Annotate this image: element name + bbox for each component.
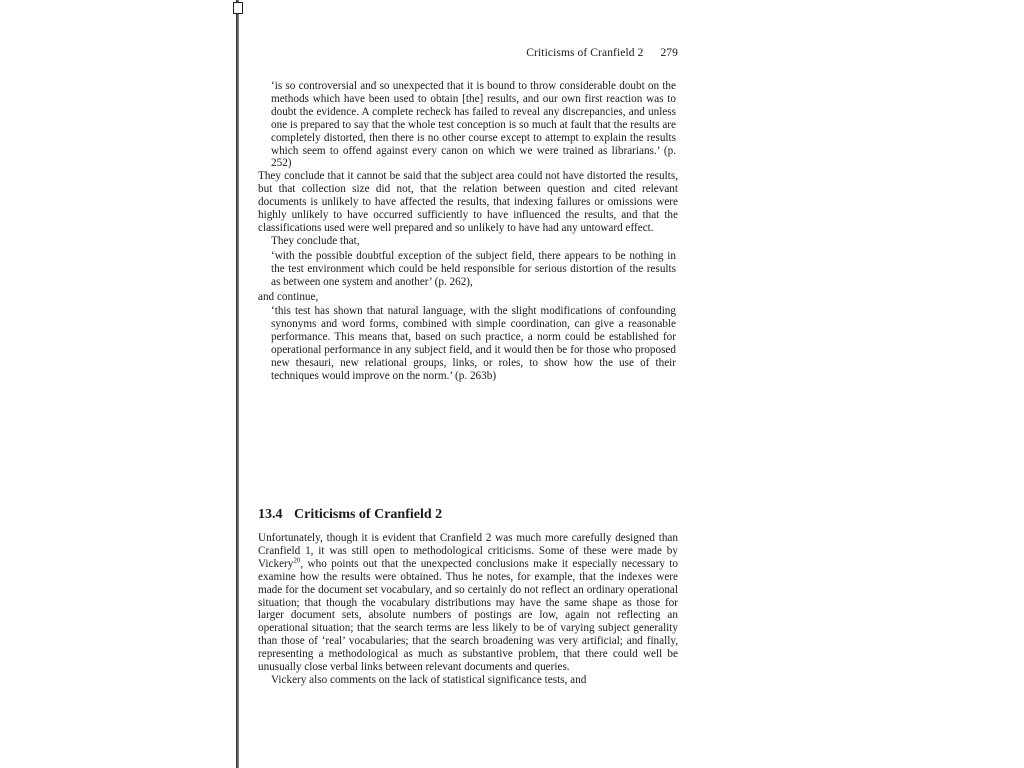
- reference-superscript: 20: [293, 556, 301, 565]
- page-spine-shadow: [236, 0, 239, 768]
- paragraph-vickery-comments: Vickery also comments on the lack of statistical significance tests, and: [271, 673, 587, 686]
- paragraph-unfortunately-text-a: Unfortunately, though it is evident that Cranfield 2 was much more carefully designed than Cranfield 1, it was still open to methodological criticisms. Some of these were made by Vickery: [258, 532, 678, 570]
- paragraph-and-continue: and continue,: [258, 290, 319, 303]
- section-number: 13.4: [258, 507, 283, 522]
- paragraph-unfortunately-text-b: , who points out that the unexpected conclusions make it especially necessary to examine how the results were obtained. Thus he notes, for example, that the indexes were made for the document set vocabulary, and so certainly do not reflect an ordinary operational situation; that though the vocabulary distributions may have the same shape as those for larger document sets, absolute numbers of postings are low, again not reflecting an operational situation; that the search terms are less likely to be of varying subject generality than those of ‘real’ vocabularies; that the search broadening was very artificial; and finally, representing a methodological as much as substantive problem, that there could well be unusually close verbal links between relevant documents and queries.: [258, 557, 678, 674]
- section-heading: [258, 507, 442, 523]
- paragraph-unfortunately: [258, 532, 678, 674]
- body-text: [258, 80, 678, 383]
- section-title: Criticisms of Cranfield 2: [294, 507, 443, 522]
- running-head: [526, 47, 678, 59]
- section-body: [258, 532, 678, 687]
- block-quote-2: ‘with the possible doubtful exception of the subject field, there appears to be nothing in the test environment which could be held responsible for serious distortion of the results as between one system and another’ (p. 262),: [271, 249, 676, 288]
- running-head-title: Criticisms of Cranfield 2: [526, 47, 644, 59]
- scan-edge-mark: [233, 2, 243, 14]
- paragraph-conclusions: They conclude that it cannot be said that the subject area could not have distorted the results, but that collection size did not, that the relation between question and cited relevant documents is unlikely to have affected the results, that indexing failures or omissions were highly unlikely to have occurred sufficiently to have influenced the results, and that the classifications used were well prepared and so unlikely to have had any untoward effect.: [258, 170, 678, 234]
- paragraph-they-conclude: They conclude that,: [271, 234, 360, 247]
- block-quote-3: ‘this test has shown that natural language, with the slight modifications of confounding synonyms and word forms, combined with simple coordination, can give a reasonable performance. This means that, based on such practice, a norm could be established for operational performance in any subject field, and it would then be for those who proposed new thesauri, new relational groups, links, or roles, to show how the use of their techniques would improve on the norm.’ (p. 263b): [271, 305, 676, 382]
- block-quote-1: ‘is so controversial and so unexpected that it is bound to throw considerable doubt on the methods which have been used to obtain [the] results, and our own first reaction was to doubt the evidence. A complete recheck has failed to reveal any discrepancies, and unless one is prepared to say that the whole test conception is so much at fault that the results are completely distorted, then there is no other course except to attempt to explain the results which seem to offend against every canon on which we were trained as librarians.’ (p. 252): [271, 80, 676, 170]
- book-page: [258, 0, 678, 768]
- page-number: 279: [660, 47, 678, 59]
